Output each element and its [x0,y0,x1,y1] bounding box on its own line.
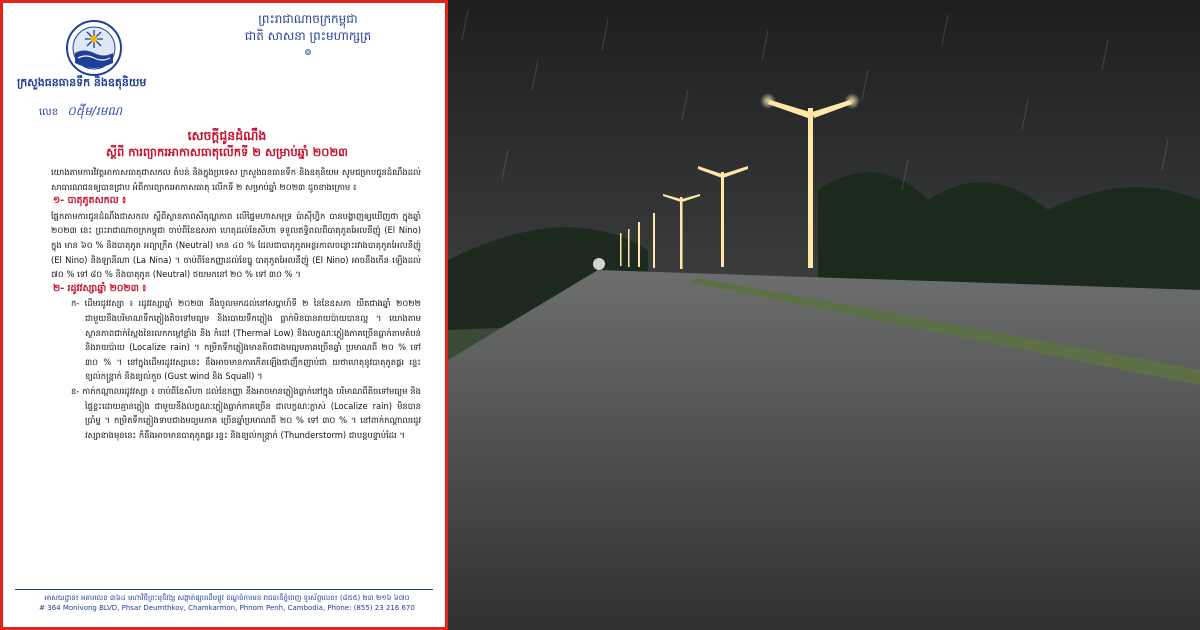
nation-religion-king-line: ជាតិ សាសនា ព្រះមហាក្សត្រ [244,29,372,43]
section-2-heading: ២- រដូវវស្សាឆ្នាំ ២០២៣ ៖ [53,282,147,294]
kingdom-header [193,11,423,62]
notice-subtitle: ស្ដីពី ការព្យាករអាកាសធាតុលើកទី ២ សម្រាប់ឆ្នាំ ២០២៣ [106,145,348,159]
footer-khmer: អាសយដ្ឋាន៖ អគារលេខ ៣៦៤ មហាវិថីព្រះមុនីវង្ស សង្កាត់ផ្សារដើមថ្កូវ ខណ្ឌចំការមន រាជធានីភ្នំពេញ ទូរស័ព្ទលេខ៖ (៨៥៥) ២៣ ២១៦ ៦៧០ [44,594,410,602]
reference-number [39,103,122,121]
section-2-item-b: ខ- កាក់កណ្ដាលរដូវវស្សា ៖ ចាប់ពីខែសីហា ដល់ខែកញ្ញា នឹងអាចមានភ្លៀងធ្លាក់នៅក្នុង បរិមាណពីតិចទៅមធ្យម និងផ្ទៃខ្លះដោយគ្មានភ្លៀង ជាមួយនឹងលក្ខណៈភ្លៀងធ្លាក់ភាគច្រើន ជាលក្ខណៈភ្លាស់ (Localize rain) មិនបានប្រាំម្ន ។ កម្រិតទឹកភ្លៀងទាបជាងមធ្យមភាគ ច្រើនឆ្នាំប្រមាណពី ២០ % ទៅ ៣០ % ។ នៅពាក់កណ្ដាលរដូវវស្សាខាងមុខនេះ ក៏នឹងអាចមានបាតុភូតផ្គរ រន្ទះ និងខ្យល់កន្ត្រាក់ (Thunderstorm) ជាបន្ដបន្ទាប់ដែរ ។ [71,385,421,440]
section-1-heading: ១- បាតុភូតសកល ៖ [53,195,127,207]
notice-title: សេចក្ដីជូនដំណឹង [187,128,267,143]
footer-address [3,593,448,613]
ministry-logo-icon [65,19,123,77]
reference-label: លេខ [39,107,59,118]
ministry-name: ក្រសួងធនធានទឹក និងឧតុនិយម [17,76,147,89]
car-headlight [593,258,605,270]
footer-english: # 364 Monivong BLVD, Phsar Deumthkov, Chamkarmon, Phnom Penh, Cambodia, Phone: (855) 23 216 670 [39,604,415,612]
handwritten-reference: ០៥៉ីម/រមណ [67,104,122,118]
notice-body [35,165,421,442]
section-1-paragraph: ផ្អែកតាមការជូនដំណឹងជាសកល ស្ដីពីស្ថានភាពសីតុណ្ហភាព លើផ្ទៃមហាសមុទ្រ ប៉ាស៊ីហ្វិក បានបង្ហាញឲ្យឃើញថា ក្នុងឆ្នាំ ២០២៣ នេះ ព្រះរាជាណាចក្រកម្ពុជា ចាប់ពីខែឧសភា ហេតុដល់ខែសីហា ទទួលឥទ្ធិពលពីបាតុភូតអែលនីញ៉ូ (El Nino) ក្នុង មាន ៦០ % និងបាតុភូត អព្យាក្រឹត (Neutral) មាន ៤០ % ដែលជាបាតុភូតអន្តរកាលចន្លោះរវាងបាតុភូតអែលនីញ៉ូ (El Nino) និងឡានីណា (La Nina) ។ ចាប់ពីខែកញ្ញាដល់ខែធ្នូ បាតុភូតអែលនីញ៉ូ (El Nino) អាចនឹងកើន ឡើងដល់ ៧០ % ទៅ ៨០ % និងបាតុភូត (Neutral) ថយមកនៅ ២០ % ទៅ ៣០ % ។ [51,210,421,280]
footer-divider [15,589,433,590]
section-2-item-a: ក- ដើមរដូវវស្សា ៖ រដូវវស្សាឆ្នាំ ២០២៣ នឹងចូលមកដល់នៅសប្ដាហ៍ទី ២ នៃខែឧសភា យឺតជាងឆ្នាំ ២០២២ ជាមួយនឹងបរិមាណទឹកភ្លៀងតិចទៅមធ្យម និងរបាយទឹកភ្លៀង ធ្លាក់មិនបានរាយប៉ាយបានល្អ ។ យោងតាមស្ថានភាពជាក់ស្ដែងនៃរលកកម្ដៅខ្លាំង និង កំដៅ (Thermal Low) និងលក្ខណៈភ្លៀងភាគច្រើនធ្លាក់តាមតំបន់ និងរាយប៉ាយ (Localize rain) ។ កម្រិតទឹកភ្លៀងមានតិចជាងមធ្យមភាគច្រើនឆ្នាំ ប្រមាណពី ២០ % ទៅ ៣០ % ។ នៅក្នុងដើមរដូវវស្សានេះ នឹងអាចមានការកើតឡើងជាញឹកញាប់ជា យថាហេតុនូវបាតុភូតផ្គរ រន្ទះ ខ្យល់កន្ត្រាក់ និងខ្យល់កួច (Gust wind និង Squall) ។ [71,298,421,382]
intro-paragraph: យោងតាមការវិវត្តអាកាសធាតុជាសកល តំបន់ និងក្នុងប្រទេស ក្រសួងធនធានទឹក និងឧតុនិយម សូមជម្រាបជូនដំណឹងដល់សាធារណជនឲ្យបានជ្រាប អំពីការព្យាករអាកាសធាតុ លើកទី ២ សម្រាប់ឆ្នាំ ២០២៣ ដូចខាងក្រោម ៖ [51,167,421,192]
rain-scene-illustration [448,0,1200,630]
ornament-symbol: ៙ [304,48,312,58]
rainy-night-street-photo [448,0,1200,630]
kingdom-line: ព្រះរាជាណាចក្រកម្ពុជា [258,12,358,26]
official-notice-document [0,0,448,630]
